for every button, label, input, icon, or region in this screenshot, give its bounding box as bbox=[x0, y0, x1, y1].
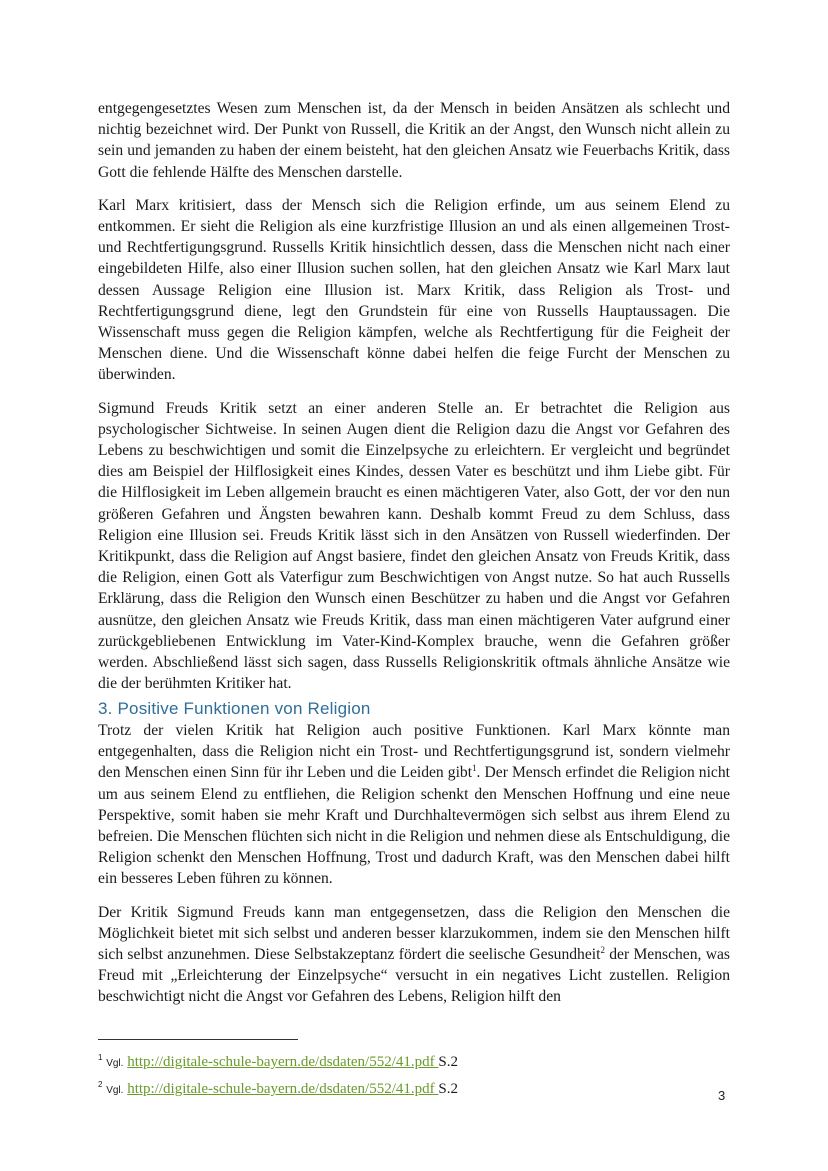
footnote-link[interactable]: http://digitale-schule-bayern.de/dsdaten/552/41.pdf bbox=[127, 1081, 439, 1097]
footnote-vgl: Vgl. bbox=[106, 1085, 124, 1096]
section-heading: 3. Positive Funktionen von Religion bbox=[98, 699, 371, 718]
footnote-divider bbox=[98, 1039, 298, 1040]
footnote-suffix: S.2 bbox=[438, 1081, 458, 1097]
footnote-2 bbox=[98, 1074, 730, 1101]
page-number: 3 bbox=[718, 1088, 726, 1103]
footnote-mark: 2 bbox=[98, 1080, 103, 1089]
footnote-ref-1: 1 bbox=[472, 763, 477, 774]
paragraph-feuerbach: entgegengesetztes Wesen zum Menschen ist, da der Mensch in beiden Ansätzen als schlecht und nichtig bezeichnet wird. Der Punkt von Russell, die Kritik an der Angst, den Wunsch nicht allein zu sein und jemanden zu haben der einem beisteht, hat den gleichen Ansatz wie Feuerbachs Kritik, dass Gott die fehlende Hälfte des Menschen darstelle. bbox=[98, 100, 730, 181]
footnote-link[interactable]: http://digitale-schule-bayern.de/dsdaten/552/41.pdf bbox=[127, 1054, 439, 1070]
footnote-mark: 1 bbox=[98, 1053, 103, 1062]
paragraph-freud: Sigmund Freuds Kritik setzt an einer anderen Stelle an. Er betrachtet die Religion aus psychologischer Sichtweise. In seinen Augen dient die Religion dazu die Angst vor Gefahren des Lebens zu beschwichtigen und somit die Einzelpsyche zu erleichtern. Er vergleicht und begründet dies am Beispiel der Hilflosigkeit eines Kindes, dessen Vater es beschützt und ihm Liebe gibt. Für die Hilflosigkeit im Leben allgemein braucht es einen mächtigeren Vater, also Gott, der vor den nun größeren Gefahren und Ängsten bewahren kann. Deshalb kommt Freud zu dem Schluss, dass Religion eine Illusion sei. Freuds Kritik lässt sich in den Ansätzen von Russell wiederfinden. Der Kritikpunkt, dass die Religion auf Angst basiere, findet den gleichen Ansatz von Freuds Kritik, dass die Religion, einen Gott als Vaterfigur zum Beschwichtigen von Angst nutze. So hat auch Russells Erklärung, dass die Religion den Wunsch einen Beschützer zu haben und die Angst vor Gefahren ausnütze, den gleichen Ansatz wie Freuds Kritik, dass man einen mächtigeren Vater aufgrund einer zurückgebliebenen Entwicklung im Vater-Kind-Komplex brauche, wenn die Gefahren größer werden. Abschließend lässt sich sagen, dass Russells Religionskritik oftmals ähnliche Ansätze wie die der berühmten Kritiker hat. bbox=[98, 399, 730, 693]
footnotes bbox=[98, 1047, 730, 1101]
paragraph-text: . Der Mensch erfindet die Religion nicht um aus seinem Elend zu entfliehen, die Religion schenkt den Menschen Hoffnung und eine neue Perspektive, somit haben sie mehr Kraft und Durchhaltevermögen sich selbst aus ihrem Elend zu befreien. Die Menschen flüchten sich nicht in die Religion und nehmen diese als Entschuldigung, die Religion schenkt den Menschen Hoffnung, Trost und dadurch Kraft, was den Menschen dabei hilft ein besseres Leben führen zu können. bbox=[98, 764, 730, 888]
section-positive-functions bbox=[98, 698, 730, 1020]
paragraph-positive-freud bbox=[98, 902, 730, 1008]
footnote-ref-2: 2 bbox=[600, 944, 605, 955]
paragraph-text: Der Kritik Sigmund Freuds kann man entgegensetzen, dass die Religion den Menschen die Möglichkeit bietet mit sich selbst und anderen besser klarzukommen, indem sie den Menschen hilft sich selbst anzunehmen. Diese Selbstakzeptanz fördert die seelische Gesundheit bbox=[98, 903, 730, 964]
paragraph-text: der Menschen, was Freud mit „Erleichterung der Einzelpsyche“ versucht in ein negatives Licht zustellen. Religion beschwichtigt nicht die Angst vor Gefahren des Lebens, Religion hilft den bbox=[98, 946, 730, 1006]
paragraph-marx: Karl Marx kritisiert, dass der Mensch sich die Religion erfinde, um aus seinem Elend zu entkommen. Er sieht die Religion als eine kurzfristige Illusion an und als einen allgemeinen Trost- und Rechtfertigungsgrund. Russells Kritik hinsichtlich dessen, dass die Menschen nicht nach einer eingebildeten Hilfe, also einer Illusion suchen sollen, hat den gleichen Ansatz wie Karl Marx laut dessen Aussage Religion eine Illusion ist. Marx Kritik, dass Religion als Trost- und Rechtfertigungsgrund diene, legt den Grundstein für eine von Russells Hauptaussagen. Die Wissenschaft muss gegen die Religion kämpfen, welche als Rechtfertigung für die Feigheit der Menschen diene. Und die Wissenschaft könne dabei helfen die feige Furcht der Menschen zu überwinden. bbox=[98, 196, 730, 384]
footnote-suffix: S.2 bbox=[438, 1054, 458, 1070]
paragraph-text: Trotz der vielen Kritik hat Religion auch positive Funktionen. Karl Marx könnte man entgegenhalten, dass die Religion nicht ein Trost- und Rechtfertigungsgrund ist, sondern vielmehr den Menschen einen Sinn für ihr Leben und die Leiden gibt bbox=[98, 722, 730, 782]
footnote-1 bbox=[98, 1047, 730, 1074]
body-text-top bbox=[98, 98, 730, 706]
paragraph-positive-marx bbox=[98, 720, 730, 890]
footnote-vgl: Vgl. bbox=[106, 1058, 124, 1069]
